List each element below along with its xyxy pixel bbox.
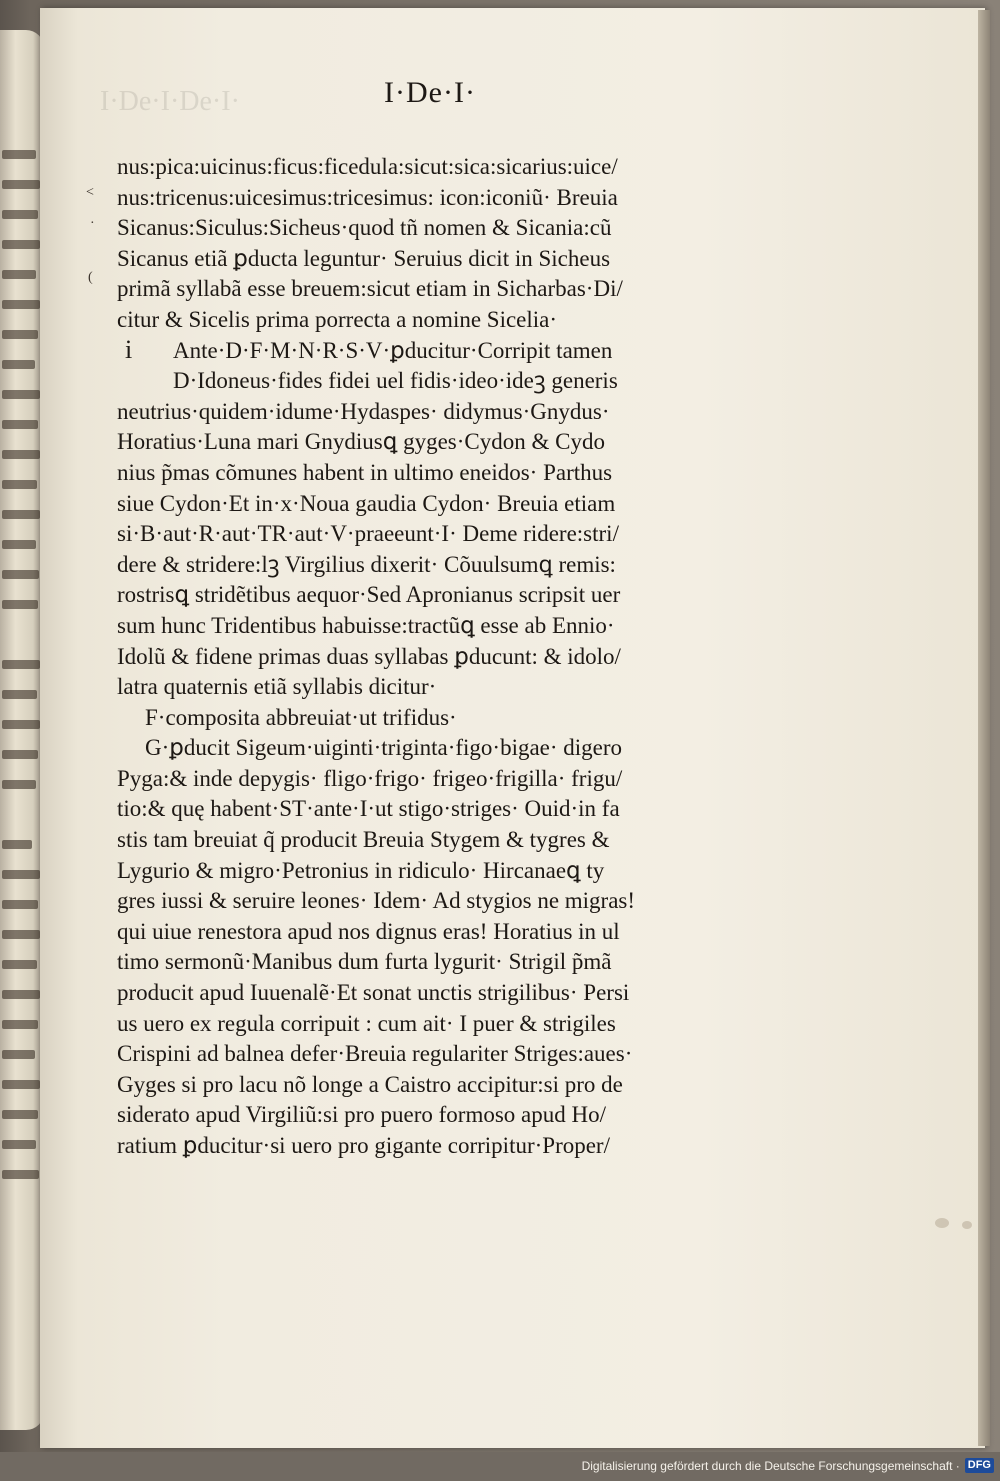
page-edge bbox=[978, 10, 990, 1446]
text-line: Idolũ & fidene primas duas syllabas ꝑducunt: & idolo/ bbox=[117, 643, 621, 669]
text-line: siderato apud Virgiliũ:si pro puero formoso apud Ho/ bbox=[117, 1102, 607, 1128]
text-line: gres iussi & seruire leones· Idem· Ad stygios ne migras! bbox=[117, 888, 636, 914]
text-line: sum hunc Tridentibus habuisse:tractũꝗ esse ab Ennio· bbox=[117, 612, 615, 638]
paper-stain bbox=[935, 1218, 949, 1228]
text-line: G·ꝑducit Sigeum·uiginti·triginta·figo·bigae· digero bbox=[145, 735, 623, 761]
text-line: nus:tricenus:uicesimus:tricesimus: icon:iconiũ· Breuia bbox=[117, 184, 618, 210]
running-head: I·De·I· bbox=[384, 76, 476, 109]
text-line: Crispini ad balnea defer·Breuia regulariter Striges:aues· bbox=[117, 1041, 633, 1067]
text-line: Pyga:& inde depygis· fligo·frigo· frigeo·frigilla· frigu/ bbox=[117, 765, 623, 791]
text-line: us uero ex regula corripuit : cum ait· I puer & strigiles bbox=[117, 1010, 616, 1036]
paper-stain bbox=[962, 1221, 972, 1229]
text-line: dere & stridere:lꝫ Virgilius dixerit· Cõuulsumꝗ remis: bbox=[117, 551, 616, 577]
dfg-logo: DFG bbox=[965, 1458, 994, 1473]
text-line: qui uiue renestora apud nos dignus eras! Horatius in ul bbox=[117, 918, 620, 944]
text-line: Sicanus:Siculus:Sicheus·quod tñ nomen & Sicania:cũ bbox=[117, 215, 612, 241]
section-initial: i bbox=[125, 335, 133, 364]
text-line: Gyges si pro lacu nõ longe a Caistro accipitur:si pro de bbox=[117, 1071, 623, 1097]
text-line: timo sermonũ·Manibus dum furta lygurit· Strigil p̃mã bbox=[117, 949, 612, 975]
text-line: Ante·D·F·M·N·R·S·V·ꝑducitur·Corripit tamen bbox=[173, 337, 613, 363]
text-line: rostrisꝗ stridẽtibus aequor·Sed Apronianus scripsit uer bbox=[117, 582, 621, 608]
text-line: nus:pica:uicinus:ficus:ficedula:sicut:sica:sicarius:uice/ bbox=[117, 154, 618, 179]
main-text-block bbox=[117, 152, 717, 1162]
text-line: Sicanus etiã ꝑducta leguntur· Seruius dicit in Sicheus bbox=[117, 245, 611, 271]
text-line: latra quaternis etiã syllabis dicitur· bbox=[117, 674, 437, 700]
text-line: neutrius·quidem·idume·Hydaspes· didymus·Gnydus· bbox=[117, 398, 610, 424]
text-line: F·composita abbreuiat·ut trifidus· bbox=[145, 704, 457, 730]
text-line: si·B·aut·R·aut·TR·aut·V·praeeunt·I· Deme ridere:stri/ bbox=[117, 521, 619, 547]
text-line: tio:& quę habent·ST·ante·I·ut stigo·striges· Ouid·in fa bbox=[117, 796, 620, 822]
credit-text: Digitalisierung gefördert durch die Deutsche Forschungsgemeinschaft · bbox=[581, 1458, 960, 1473]
text-line: nius p̃mas cõmunes habent in ultimo eneidos· Parthus bbox=[117, 459, 613, 485]
text-line: stis tam breuiat q̃ producit Breuia Stygem & tygres & bbox=[117, 827, 610, 853]
text-line: D·Idoneus·fides fidei uel fidis·ideo·ideꝫ generis bbox=[173, 368, 618, 394]
text-line: citur & Sicelis prima porrecta a nomine Sicelia· bbox=[117, 306, 558, 332]
digitization-credit bbox=[582, 1458, 994, 1473]
text-line: ratium ꝑducitur·si uero pro gigante corripitur·Proper/ bbox=[117, 1133, 610, 1158]
facing-page-edge bbox=[0, 30, 44, 1430]
text-line: siue Cydon·Et in·x·Noua gaudia Cydon· Breuia etiam bbox=[117, 490, 616, 516]
text-line: Horatius·Luna mari Gnydiusꝗ gyges·Cydon & Cydo bbox=[117, 429, 605, 455]
text-line: primã syllabã esse breuem:sicut etiam in Sicharbas·Di/ bbox=[117, 276, 623, 302]
bleed-through-text: I·De·I·De·I· bbox=[100, 86, 240, 117]
text-line: Lygurio & migro·Petronius in ridiculo· Hircanaeꝗ ty bbox=[117, 857, 605, 883]
text-line: producit apud Iuuenalẽ·Et sonat unctis strigilibus· Persi bbox=[117, 980, 630, 1006]
